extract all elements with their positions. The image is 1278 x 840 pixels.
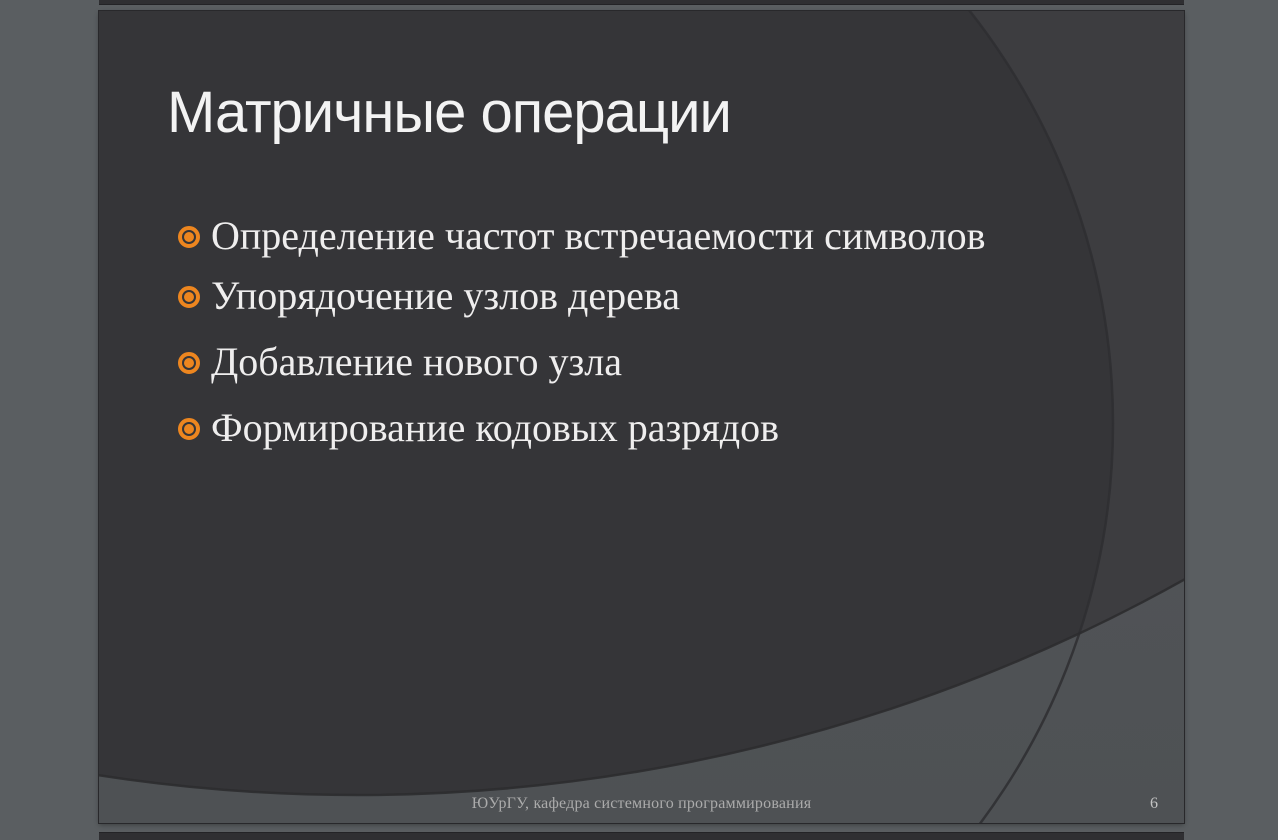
bullet-target-icon (178, 226, 200, 248)
bullet-text: Формирование кодовых разрядов (211, 405, 779, 450)
list-item (178, 399, 986, 457)
list-item (178, 267, 986, 325)
list-item (178, 207, 986, 265)
slide (99, 11, 1184, 823)
slide-title: Матричные операции (167, 80, 731, 145)
bullet-list (178, 207, 986, 465)
next-slide-edge (99, 833, 1184, 840)
footer-text: ЮУрГУ, кафедра системного программирования (471, 795, 812, 812)
page-number: 6 (1150, 795, 1158, 812)
bullet-text: Добавление нового узла (211, 339, 622, 384)
bullet-text: Упорядочение узлов дерева (211, 273, 680, 318)
bullet-target-icon (178, 286, 200, 308)
previous-slide-edge (99, 0, 1184, 4)
list-item (178, 333, 986, 391)
bullet-text: Определение частот встречаемости символов (211, 213, 986, 258)
bullet-target-icon (178, 418, 200, 440)
bullet-target-icon (178, 352, 200, 374)
